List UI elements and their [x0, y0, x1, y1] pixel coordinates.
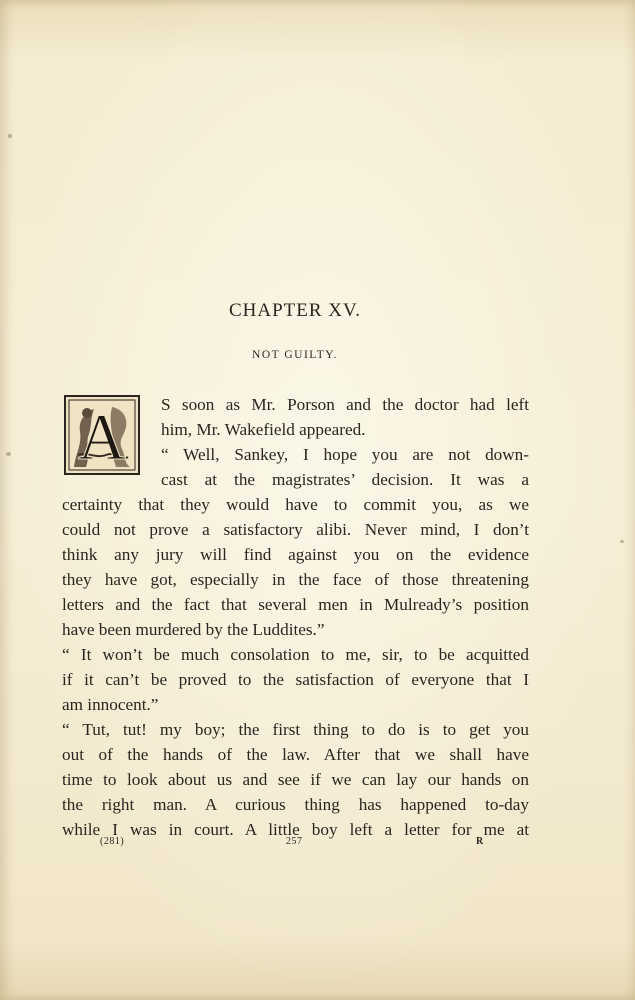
- body-text-line: the right man. A curious thing has happened to-day: [62, 795, 529, 814]
- body-text-line: think any jury will find against you on the evidence: [62, 545, 529, 564]
- body-text-line: could not prove a satisfactory alibi. Never mind, I don’t: [62, 520, 529, 539]
- body-text-line: him, Mr. Wakefield appeared.: [161, 420, 366, 439]
- drop-cap-letter: A: [78, 401, 126, 473]
- paper-spot: [620, 540, 624, 543]
- body-text-line: time to look about us and see if we can lay our hands on: [62, 770, 529, 789]
- page-number: 257: [286, 836, 303, 847]
- chapter-title: CHAPTER XV.: [228, 300, 362, 321]
- body-text-line: have been murdered by the Luddites.”: [62, 620, 325, 639]
- body-text-line: out of the hands of the law. After that we shall have: [62, 745, 529, 764]
- drop-cap-initial: [64, 395, 140, 475]
- paper-spot: [6, 452, 11, 456]
- body-text-line: certainty that they would have to commit you, as we: [62, 495, 529, 514]
- body-text-line: they have got, especially in the face of those threatening: [62, 570, 529, 589]
- body-text-line: while I was in court. A little boy left a letter for me at: [62, 820, 529, 839]
- body-text-line: “ It won’t be much consolation to me, sir, to be acquitted: [62, 645, 529, 664]
- paper-spot: [8, 134, 12, 138]
- chapter-subtitle: NOT GUILTY.: [252, 349, 338, 361]
- body-text-line: am innocent.”: [62, 695, 159, 714]
- body-text-line: if it can’t be proved to the satisfaction of everyone that I: [62, 670, 529, 689]
- body-text-line: “ Well, Sankey, I hope you are not down-: [161, 445, 529, 464]
- body-text-line: S soon as Mr. Porson and the doctor had left: [161, 395, 529, 414]
- body-text-line: cast at the magistrates’ decision. It was a: [161, 470, 529, 489]
- signature-mark: (281): [100, 836, 125, 847]
- drop-cap-ornament: [66, 397, 138, 473]
- gathering-letter: R: [476, 836, 484, 847]
- body-text-line: letters and the fact that several men in Mulready’s position: [62, 595, 529, 614]
- body-text-line: “ Tut, tut! my boy; the first thing to do is to get you: [62, 720, 529, 739]
